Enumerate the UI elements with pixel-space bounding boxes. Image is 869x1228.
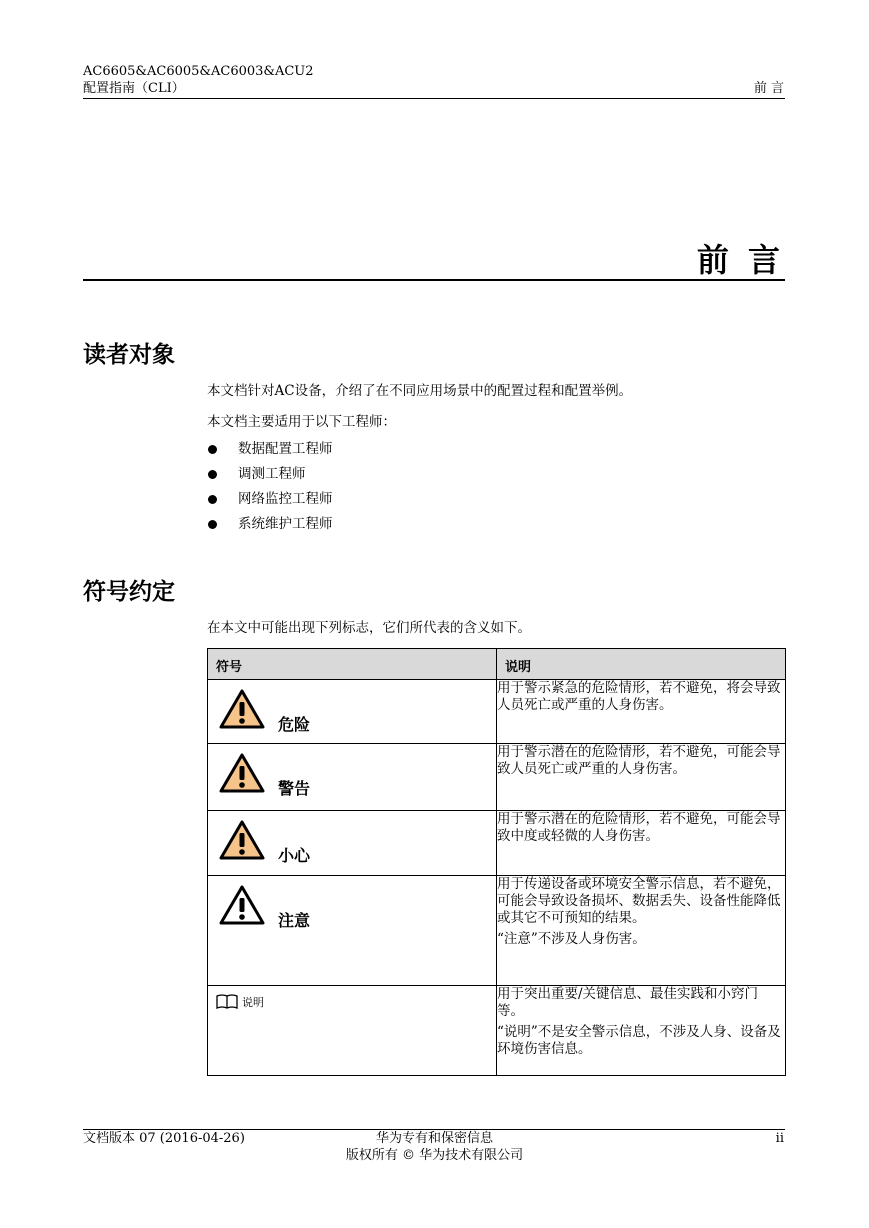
table-row — [208, 811, 786, 876]
header-product: AC6605&AC6005&AC6003&ACU2 — [83, 64, 314, 79]
bullet-icon — [208, 445, 217, 454]
audience-intro: 本文档针对AC设备，介绍了在不同应用场景中的配置过程和配置举例。 — [207, 383, 633, 399]
table-row — [208, 986, 786, 1076]
warning-label: 警告 — [278, 779, 311, 798]
footer-confidential: 华为专有和保密信息 — [375, 1131, 493, 1146]
footer-page-number: ii — [775, 1131, 784, 1146]
symbols-intro: 在本文中可能出现下列标志，它们所代表的含义如下。 — [207, 620, 531, 636]
header-rule — [83, 98, 785, 99]
col-desc-header: 说明 — [504, 660, 531, 675]
danger-desc: 用于警示紧急的危险情形，若不避免，将会导致人员死亡或严重的人身伤害。 — [496, 680, 781, 713]
caution-label: 小心 — [278, 846, 311, 865]
footer-copyright: 版权所有 © 华为技术有限公司 — [345, 1148, 524, 1163]
notice-triangle-icon — [218, 884, 266, 926]
table-header-row — [208, 649, 786, 680]
table-row — [208, 876, 786, 986]
bullet-icon — [208, 520, 217, 529]
footer-rule — [83, 1129, 785, 1130]
caution-desc: 用于警示潜在的危险情形，若不避免，可能会导致中度或轻微的人身伤害。 — [496, 811, 781, 844]
danger-label: 危险 — [278, 715, 311, 734]
audience-applies: 本文档主要适用于以下工程师： — [207, 414, 396, 430]
chapter-title: 前 言 — [696, 241, 784, 279]
book-icon — [216, 994, 238, 1010]
table-row — [208, 744, 786, 811]
notice-label: 注意 — [278, 911, 311, 930]
warning-triangle-icon — [218, 752, 266, 794]
footer-version: 文档版本 07 (2016-04-26) — [83, 1131, 245, 1146]
notice-desc: 用于传递设备或环境安全警示信息，若不避免，可能会导致设备损坏、数据丢失、设备性能降低或其它不可预知的结果。 — [496, 876, 781, 926]
symbols-table — [207, 648, 786, 1076]
bullet-icon — [208, 495, 217, 504]
danger-warning-icon — [218, 688, 266, 730]
header-section: 前 言 — [753, 81, 784, 96]
note-label: 说明 — [242, 996, 264, 1009]
bullet-icon — [208, 470, 217, 479]
note-desc-note: “说明”不是安全警示信息，不涉及人身、设备及环境伤害信息。 — [496, 1024, 781, 1057]
symbols-heading: 符号约定 — [83, 579, 175, 605]
note-desc: 用于突出重要/关键信息、最佳实践和小窍门等。 — [496, 986, 759, 1019]
table-row — [208, 680, 786, 744]
warning-desc: 用于警示潜在的危险情形，若不避免，可能会导致人员死亡或严重的人身伤害。 — [496, 744, 781, 777]
notice-desc-note: “注意”不涉及人身伤害。 — [496, 931, 646, 947]
col-symbol-header: 符号 — [216, 660, 243, 675]
header-guide-title: 配置指南（CLI） — [83, 81, 185, 96]
audience-heading: 读者对象 — [83, 342, 175, 368]
chapter-rule — [83, 279, 785, 281]
caution-triangle-icon — [218, 819, 266, 861]
